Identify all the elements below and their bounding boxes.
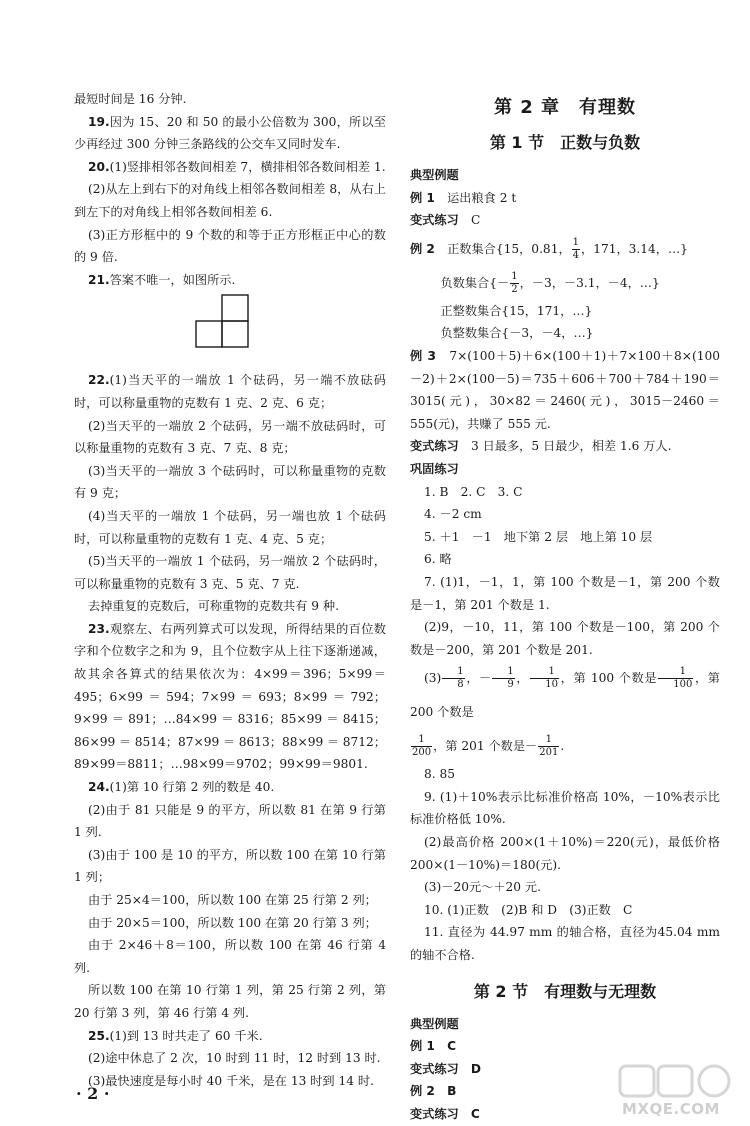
answer-text: (2)由于 81 只能是 9 的平方，所以数 81 在第 9 行第 1 列. <box>74 802 386 840</box>
answer-text: ， <box>515 671 530 686</box>
variant-3 <box>410 435 720 458</box>
subsection-heading: 典型例题 <box>410 168 459 182</box>
answer-23 <box>74 618 386 776</box>
answer-text: (1)第 10 行第 2 列的数是 40. <box>109 780 275 795</box>
fraction <box>442 666 464 691</box>
squares-figure <box>74 291 386 369</box>
answer-7c-cont <box>410 729 720 763</box>
answer-text: (2)途中休息了 2 次，10 时到 11 时，12 时到 13 时. <box>88 1051 381 1066</box>
fraction-numerator: 1 <box>511 270 518 282</box>
answer-text: 由于 25×4＝100，所以数 100 在第 25 行第 2 列； <box>88 893 377 907</box>
example-label: 例 2 <box>410 241 435 256</box>
page-number: · 2 · <box>76 1084 110 1103</box>
fraction-numerator: 1 <box>411 734 432 747</box>
example-2-posint: 正整数集合{15，171，…} <box>440 303 593 318</box>
answer-text: ，第 201 个数是－ <box>433 739 538 754</box>
fraction-numerator: 1 <box>538 734 559 747</box>
example-text: 运出粮食 2 t <box>447 190 517 205</box>
variant-1 <box>410 209 720 232</box>
right-column <box>410 88 720 1126</box>
answer-25 <box>74 1025 386 1048</box>
answer-text: (3)最快速度是每小时 40 千米，是在 13 时到 14 时. <box>88 1073 374 1088</box>
answer-text: 去掉重复的克数后，可称重物的克数共有 9 种. <box>88 599 339 614</box>
example-text: 7×(100＋5)＋6×(100＋1)＋7×100＋8×(100－2)＋2×(100－5)＝735＋606＋700＋784＋190＝3015(元)，30×82＝2460(元)，3015－2460＝555(元)，共赚了 555 元. <box>410 348 720 431</box>
example-2-negative <box>410 266 720 300</box>
answer-1-3: 1. B 2. C 3. C <box>424 484 523 499</box>
subsection-heading: 巩固练习 <box>410 461 459 476</box>
answer-21 <box>74 269 386 292</box>
answer-text: 所以数 100 在第 10 行第 1 列，第 25 行第 2 列，第 20 行第 3 列，第 46 行第 4 列. <box>74 983 386 1020</box>
answer-7c <box>410 661 720 729</box>
fraction <box>658 666 693 691</box>
subsection-heading: 典型例题 <box>410 1016 459 1031</box>
variant-answer: 3 日最多，5 日最少，相差 1.6 万人. <box>470 439 672 454</box>
answer-text: . <box>560 739 565 754</box>
fraction-numerator: 1 <box>658 666 693 679</box>
answer-text: (3)当天平的一端放 3 个砝码时，可以称量重物的克数有 9 克； <box>74 463 386 501</box>
answer-text: (3)正方形框中的 9 个数的和等于正方形框正中心的数的 9 倍. <box>74 227 386 265</box>
answer-text: 由于 20×5＝100，所以数 100 在第 20 行第 3 列； <box>88 915 377 930</box>
fraction-denominator: 201 <box>539 747 559 759</box>
fraction-denominator: 200 <box>412 747 432 759</box>
square-bottom-left <box>196 321 222 347</box>
answer-11: 11. 直径为 44.97 mm 的轴合格，直径为45.04 mm的轴不合格. <box>410 925 720 963</box>
question-number: 19. <box>88 114 110 129</box>
fraction <box>492 666 514 691</box>
answer-text: (3) <box>424 671 442 686</box>
answer-line: 最短时间是 16 分钟. <box>74 92 187 106</box>
set-text: ，－3，－3.1，－4，…} <box>519 275 660 290</box>
three-squares-diagram <box>194 293 264 363</box>
answer-text: ，第 200 个数是 <box>410 671 720 720</box>
question-number: 23. <box>88 621 110 636</box>
section2-variant-1: 变式练习 D <box>410 1061 482 1076</box>
example-2-negint: 负整数集合{－3，－4，…} <box>440 326 594 341</box>
square-bottom-right <box>222 321 248 347</box>
fraction-denominator: 100 <box>673 679 693 691</box>
question-number: 24. <box>88 780 110 795</box>
set-text: ，171，3.14，…} <box>581 241 688 256</box>
set-text: 负数集合{－ <box>440 275 510 290</box>
answer-text: (1)当天平的一端放 1 个砝码，另一端不放砝码时，可以称量重物的克数有 1 克、2 克、6 克； <box>74 373 386 410</box>
fraction-denominator: 2 <box>511 283 518 295</box>
left-column <box>74 88 386 1092</box>
fraction-denominator: 9 <box>507 679 514 691</box>
example-2-positive <box>410 232 720 266</box>
fraction <box>572 237 580 262</box>
answer-text: (2)当天平的一端放 2 个砝码，另一端不放砝码时，可以称量重物的克数有 3 克、7 克、8 克； <box>74 418 386 456</box>
variant-answer: C <box>470 213 481 228</box>
example-label: 例 1 <box>410 190 435 205</box>
answer-7a: 7. (1)1，－1，1，第 100 个数是－1，第 200 个数是－1，第 201 个数是 1. <box>410 574 720 612</box>
set-text: 正数集合{15，0.81， <box>447 241 571 256</box>
answer-text: (1)竖排相邻各数间相差 7，横排相邻各数间相差 1. <box>109 159 386 174</box>
answer-text: (5)当天平的一端放 1 个砝码，另一端放 2 个砝码时，可以称量重物的克数有 3 克、5 克、7 克. <box>74 554 386 591</box>
section2-example-1: 例 1 C <box>410 1039 457 1054</box>
question-number: 22. <box>88 373 110 388</box>
answer-text: (1)到 13 时共走了 60 千米. <box>109 1028 263 1043</box>
section-title: 第 1 节 正数与负数 <box>489 133 641 152</box>
fraction-denominator: 10 <box>545 679 558 691</box>
question-number: 25. <box>88 1028 110 1043</box>
answer-text: 由于 2×46＋8＝100，所以数 100 在第 46 行第 4 列. <box>74 938 386 975</box>
answer-9b: (2)最高价格 200×(1＋10%)＝220(元)，最低价格 200×(1－10%)＝180(元). <box>410 835 720 872</box>
fraction <box>411 734 432 759</box>
example-3 <box>410 345 720 435</box>
answer-19 <box>74 111 386 156</box>
answer-8: 8. 85 <box>424 767 456 782</box>
fraction <box>530 666 559 691</box>
answer-text: 答案不唯一，如图所示. <box>109 272 236 287</box>
watermark-text: MXQE.COM <box>622 1100 720 1118</box>
example-label: 例 3 <box>410 348 437 363</box>
square-top-right <box>222 295 248 321</box>
answer-text: (4)当天平的一端放 1 个砝码，另一端也放 1 个砝码时，可以称量重物的克数有 1 克、4 克、5 克； <box>74 508 386 546</box>
example-1 <box>410 187 720 210</box>
answer-4: 4. －2 cm <box>424 507 482 522</box>
fraction-denominator: 4 <box>572 249 580 261</box>
answer-24 <box>74 776 386 799</box>
fraction-numerator: 1 <box>572 236 580 248</box>
fraction-numerator: 1 <box>442 666 464 679</box>
chapter-title: 第 2 章 有理数 <box>493 97 637 118</box>
question-number: 20. <box>88 159 110 174</box>
answer-9a: 9. (1)＋10%表示比标准价格高 10%，－10%表示比标准价格低 10%. <box>410 789 720 827</box>
variant-label: 变式练习 <box>410 439 459 454</box>
section-title: 第 2 节 有理数与无理数 <box>473 981 657 1001</box>
answer-text: 观察左、右两列算式可以发现，所得结果的百位数字和个位数字之和为 9，且个位数字从上往下逐渐递减，故其余各算式的结果依次为：4×99＝396；5×99＝495；6×99＝594；7×99＝693；8×99＝792；9×99＝891；…84×99＝8316；85×99＝8415；86×99＝8514；87×99＝8613；88×99＝8712；89×99＝8811；…98×99＝9702；99×99＝9801. <box>74 621 386 772</box>
section2-variant-2: 变式练习 C <box>410 1107 480 1121</box>
fraction <box>510 271 518 296</box>
answer-20 <box>74 156 386 179</box>
answer-5: 5. ＋1 －1 地下第 2 层 地上第 10 层 <box>424 529 653 544</box>
answer-9c: (3)－20元～＋20 元. <box>424 880 541 895</box>
answer-text: (3)由于 100 是 10 的平方，所以数 100 在第 10 行第 1 列； <box>74 847 386 885</box>
fraction-denominator: 8 <box>457 679 464 691</box>
fraction-numerator: 1 <box>492 666 514 679</box>
answer-text: 因为 15、20 和 50 的最小公倍数为 300，所以至少再经过 300 分钟三条路线的公交车又同时发车. <box>74 114 386 152</box>
answer-text: ，第 100 个数是 <box>560 671 658 686</box>
answer-7b: (2)9，－10，11，第 100 个数是－100，第 200 个数是－200，第 201 个数是 201. <box>410 620 720 657</box>
answer-6: 6. 略 <box>424 552 452 567</box>
answer-text: ，－ <box>465 671 492 686</box>
fraction <box>538 734 559 759</box>
section2-example-2: 例 2 B <box>410 1084 457 1099</box>
question-number: 21. <box>88 272 110 287</box>
answer-text: (2)从左上到右下的对角线上相邻各数间相差 8，从右上到左下的对角线上相邻各数间相差 6. <box>74 182 386 219</box>
answer-22 <box>74 369 386 414</box>
fraction-numerator: 1 <box>530 666 559 679</box>
variant-label: 变式练习 <box>410 213 459 228</box>
answer-10: 10. (1)正数 (2)B 和 D (3)正数 C <box>424 902 633 917</box>
